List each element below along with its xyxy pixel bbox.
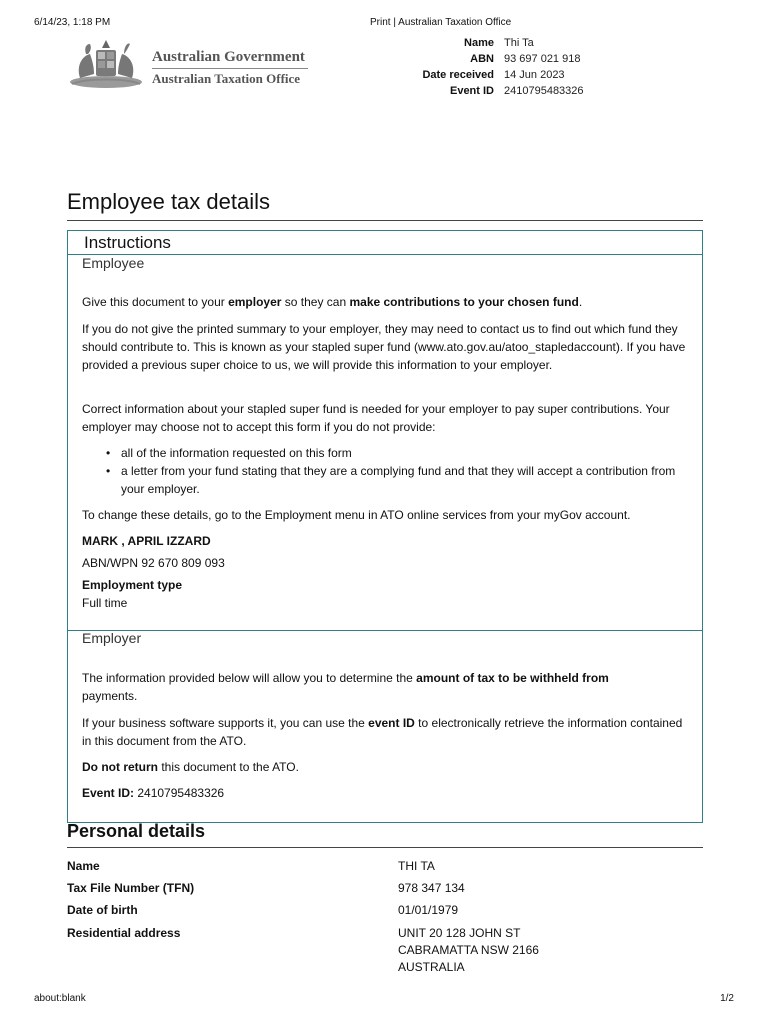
instructions-panel <box>67 230 703 823</box>
employee-heading: Employee <box>82 255 145 271</box>
employee-para-3: Correct information about your stapled super fund is needed for your employer to pay super contributions. Your employer may choose not to accept this form if you do not provide: <box>82 402 670 434</box>
meta-value: 14 Jun 2023 <box>504 69 565 81</box>
print-page-title: Print | Australian Taxation Office <box>370 17 512 28</box>
field-label: Tax File Number (TFN) <box>67 881 195 895</box>
ato-logo <box>66 36 316 92</box>
field-label: Date of birth <box>67 903 138 917</box>
address-lines <box>398 925 539 976</box>
text-bold: Event ID: <box>82 786 135 800</box>
instructions-heading-text: Instructions <box>84 233 171 252</box>
text-bold: employer <box>228 295 282 309</box>
meta-value: 93 697 021 918 <box>504 53 581 65</box>
logo-text <box>152 48 308 87</box>
field-label: Residential address <box>67 926 181 940</box>
meta-label: Date received <box>422 69 494 81</box>
field-value: 01/01/1979 <box>398 903 459 917</box>
field-value: THI TA <box>398 859 435 873</box>
field-label: Name <box>67 859 100 873</box>
employer-heading: Employer <box>82 630 142 646</box>
meta-value: 2410795483326 <box>504 85 584 97</box>
address-line: CABRAMATTA NSW 2166 <box>398 943 539 957</box>
meta-row-event-id <box>400 83 584 99</box>
employment-type-label: Employment type <box>82 578 183 592</box>
title-divider <box>67 220 703 221</box>
employee-para-2: If you do not give the printed summary to your employer, they may need to contact us to find out which fund they should contribute to. This is known as your stapled super fund (www.ato.gov.au/atoo_stapledaccount). If you have provided a previous super choice to us, we will provide this information to your employer. <box>82 322 686 372</box>
logo-ato: Australian Taxation Office <box>152 71 301 86</box>
address-line: AUSTRALIA <box>398 960 465 974</box>
text: . <box>578 295 583 309</box>
text-bold: amount of tax to be withheld from <box>416 671 609 685</box>
text: 2410795483326 <box>134 786 225 800</box>
page-title: Employee tax details <box>67 189 270 214</box>
text-bold: make contributions to your chosen fund <box>349 295 579 309</box>
personal-details-heading: Personal details <box>67 821 206 841</box>
meta-label: Name <box>464 37 494 49</box>
field-value: 978 347 134 <box>398 881 465 895</box>
list-item: • all of the information requested on this form <box>82 444 692 462</box>
meta-label: Event ID <box>449 85 494 97</box>
logo-government: Australian Government <box>152 49 305 65</box>
instructions-heading <box>68 231 702 255</box>
coat-of-arms-icon <box>66 36 146 92</box>
print-datetime: 6/14/23, 1:18 PM <box>34 17 111 28</box>
personal-details-divider <box>67 847 703 848</box>
text: If your business software supports it, you can use the <box>82 716 369 730</box>
personal-row-address <box>67 925 703 979</box>
employee-para-4: To change these details, go to the Employment menu in ATO online services from your myGov account. <box>82 508 631 522</box>
text-bold: event ID <box>368 716 415 730</box>
text: to electronically retrieve the information contained in this document from the ATO. <box>82 716 683 748</box>
logo-divider <box>152 68 308 69</box>
meta-row-name <box>400 35 584 51</box>
text: The information provided below will allow you to determine the <box>82 671 417 685</box>
employer-name: MARK , APRIL IZZARD <box>82 534 211 548</box>
employer-para-2 <box>82 714 692 750</box>
meta-label: ABN <box>470 53 494 65</box>
text: payments. <box>82 689 138 703</box>
text: Give this document to your <box>82 295 229 309</box>
list-item: • a letter from your fund stating that they are a complying fund and that they will accept a contribution from your employer. <box>82 462 692 498</box>
meta-row-date-received <box>400 67 584 83</box>
employer-para-1 <box>82 669 692 705</box>
employer-para-3 <box>82 758 692 776</box>
requirements-list <box>82 444 692 498</box>
meta-value: Thi Ta <box>504 37 534 49</box>
print-header <box>0 17 768 31</box>
text: this document to the ATO. <box>158 760 299 774</box>
page-number: 1/2 <box>720 993 734 1004</box>
section-divider <box>68 630 702 631</box>
employment-type-value: Full time <box>82 596 128 610</box>
abn-wpn: ABN/WPN 92 670 809 093 <box>82 556 225 570</box>
address-line: UNIT 20 128 JOHN ST <box>398 926 521 940</box>
text: so they can <box>281 295 350 309</box>
meta-row-abn <box>400 51 584 67</box>
employer-event-id <box>82 784 692 802</box>
document-meta <box>400 35 584 99</box>
text-bold: Do not return <box>82 760 158 774</box>
employee-para-1 <box>82 293 692 311</box>
footer-url: about:blank <box>34 993 86 1004</box>
